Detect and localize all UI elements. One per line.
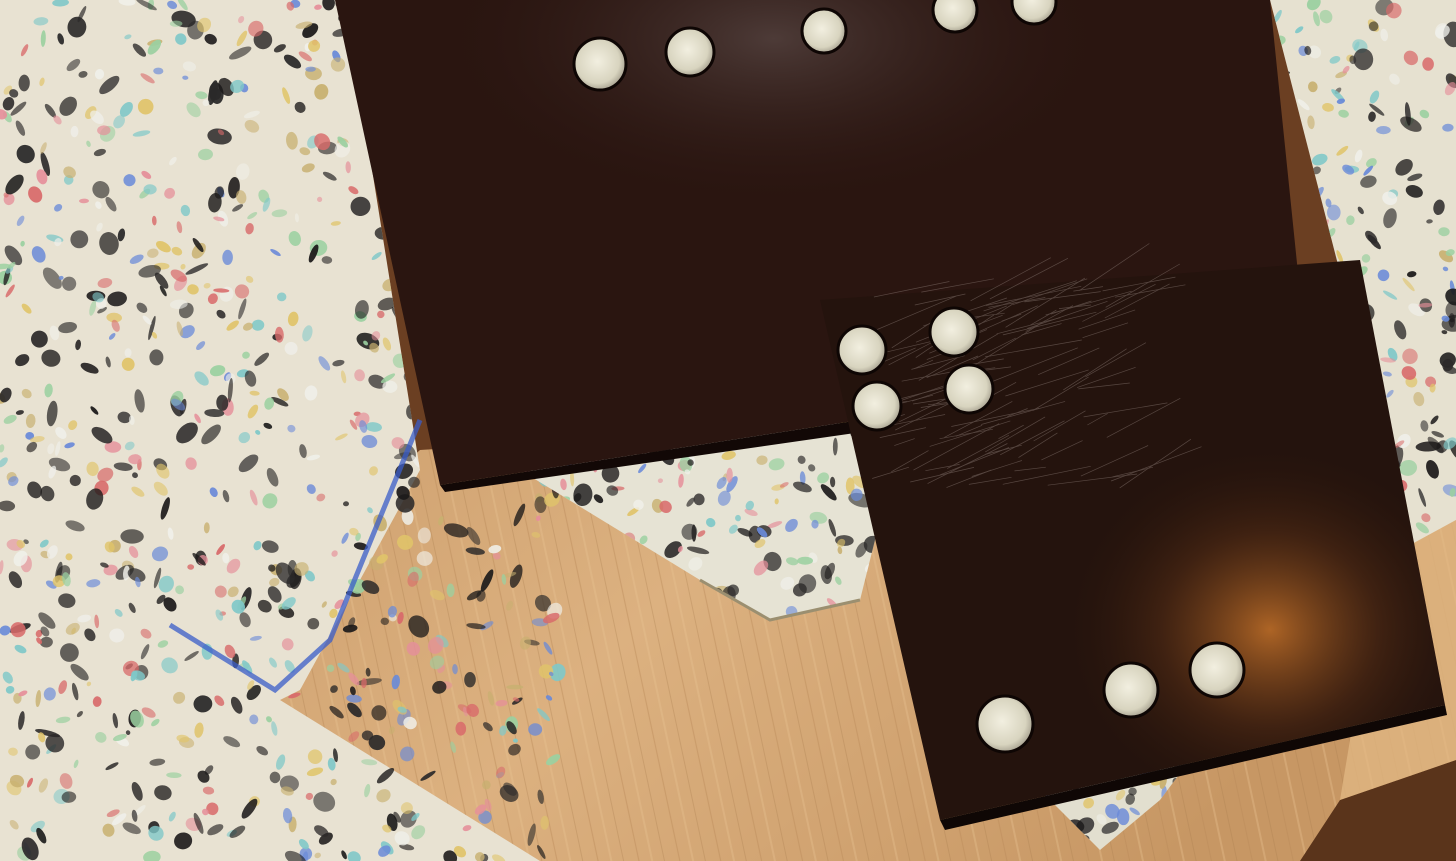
hole xyxy=(1104,663,1158,717)
foam-speckle xyxy=(482,780,491,789)
foam-speckle xyxy=(1376,126,1391,134)
foam-speckle xyxy=(797,557,813,565)
hole xyxy=(945,365,993,413)
hole xyxy=(930,308,978,356)
hole xyxy=(574,38,626,90)
foam-speckle xyxy=(811,520,818,529)
hole xyxy=(838,326,886,374)
hole xyxy=(666,28,714,76)
hole xyxy=(933,0,977,32)
foam-speckle xyxy=(506,685,523,690)
hole xyxy=(853,382,901,430)
hole xyxy=(802,9,846,53)
hole xyxy=(1190,643,1244,697)
hole xyxy=(977,696,1033,752)
